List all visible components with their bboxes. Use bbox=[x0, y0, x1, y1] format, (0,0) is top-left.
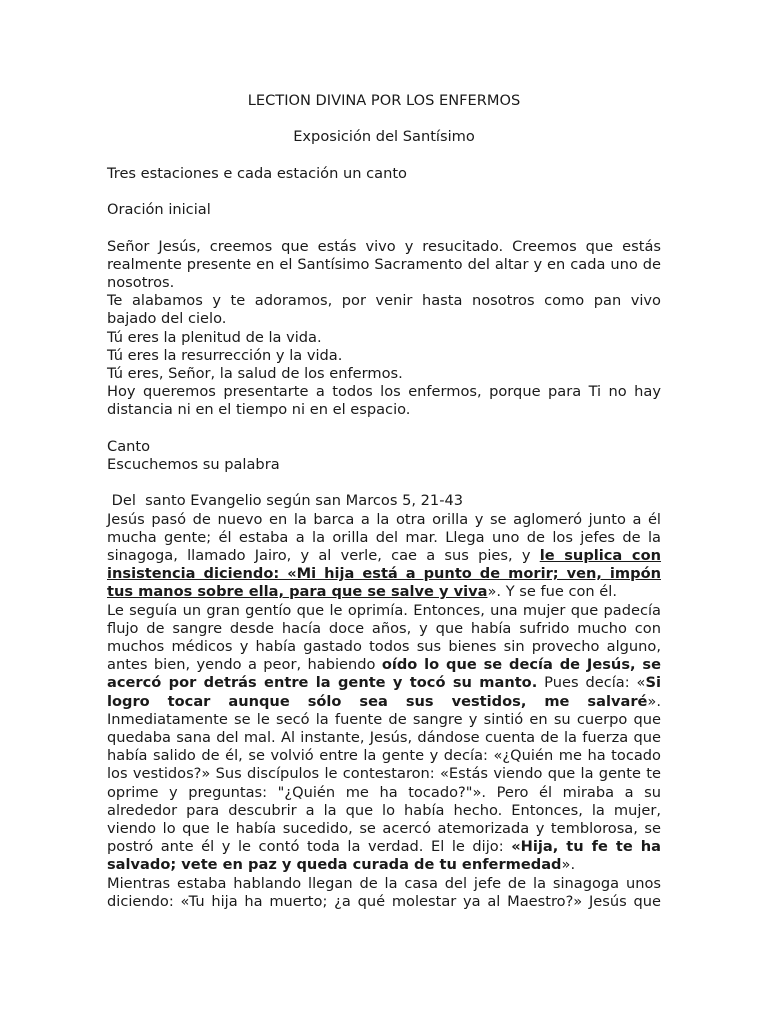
gospel-emphasis: Si logro tocar aunque sólo sea sus vestidos, me salvaré bbox=[107, 674, 662, 710]
gospel-text: Pues decía: « bbox=[537, 674, 646, 692]
gospel-text: Le seguía un gran gentío que le oprimía. Entonces, una mujer que padecía flujo de sangre desde hacía doce años, y que había sufrido mucho con muchos médicos y había gastado todos sus bienes sin provecho alguno, antes bien, yendo a peor, habiendo bbox=[107, 601, 661, 674]
prayer-line-3: Tú eres, Señor, la salud de los enfermos. bbox=[107, 364, 403, 382]
gospel-emphasis: le suplica con insistencia diciendo: «Mi hija está a punto de morir; ven, impón tus manos sobre ella, para que se salve y viva bbox=[107, 546, 662, 601]
prayer-paragraph-3: Hoy queremos presentarte a todos los enfermos, porque para Ti no hay distancia ni en el tiempo ni en el espacio. bbox=[107, 383, 661, 419]
intro-line: Tres estaciones e cada estación un canto bbox=[107, 164, 407, 182]
spacer bbox=[107, 474, 661, 492]
spacer bbox=[107, 110, 661, 128]
gospel-text: ». Inmediatamente se le secó la fuente de sangre y sintió en su cuerpo que quedaba sana del mal. Al instante, Jesús, dándose cuenta de la fuerza que había salido de él, se volvió entre la gente y decía: «¿Quién me ha tocado los vestidos?» Sus discípulos le contestaron: «Estás viendo que la gente te oprime y preguntas: "¿Quién me ha tocado?"». Pero él miraba a su alrededor para descubrir a la que lo había hecho. Entonces, la mujer, viendo lo que le había sucedido, se acercó atemorizada y temblorosa, se postró ante él y le contó toda la verdad. El le dijo: bbox=[107, 692, 661, 856]
prayer-line-1: Tú eres la plenitud de la vida. bbox=[107, 328, 322, 346]
gospel-paragraph-2 bbox=[107, 602, 661, 875]
canto-title: Escuchemos su palabra bbox=[107, 455, 280, 473]
canto-label: Canto bbox=[107, 437, 151, 455]
spacer bbox=[107, 183, 661, 201]
spacer bbox=[107, 420, 661, 438]
document-subtitle: Exposición del Santísimo bbox=[293, 128, 475, 146]
gospel-reference: Del santo Evangelio según san Marcos 5, 21-43 bbox=[107, 492, 464, 510]
document-title: LECTION DIVINA POR LOS ENFERMOS bbox=[247, 92, 521, 109]
gospel-text: Jesús pasó de nuevo en la barca a la otra orilla y se aglomeró junto a él mucha gente; él estaba a la orilla del mar. Llega uno de los jefes de la sinagoga, llamado Jairo, y al verle, cae a sus pies, y bbox=[107, 510, 661, 564]
spacer bbox=[107, 219, 661, 237]
prayer-paragraph-2: Te alabamos y te adoramos, por venir hasta nosotros como pan vivo bajado del cielo. bbox=[107, 292, 661, 328]
gospel-text: ». bbox=[561, 856, 576, 874]
prayer-heading: Oración inicial bbox=[107, 201, 211, 219]
spacer bbox=[107, 147, 661, 165]
document-page bbox=[107, 92, 661, 911]
gospel-emphasis: «Hija, tu fe te ha salvado; vete en paz y queda curada de tu enfermedad bbox=[107, 838, 661, 874]
prayer-paragraph-1: Señor Jesús, creemos que estás vivo y resucitado. Creemos que estás realmente presente en el Santísimo Sacramento del altar y en cada uno de nosotros. bbox=[107, 237, 661, 291]
gospel-paragraph-1 bbox=[107, 511, 661, 602]
gospel-emphasis: oído lo que se decía de Jesús, se acercó por detrás entre la gente y tocó su manto. bbox=[107, 656, 661, 692]
gospel-paragraph-3: Mientras estaba hablando llegan de la casa del jefe de la sinagoga unos diciendo: «Tu hija ha muerto; ¿a qué molestar ya al Maestro?» Jesús que bbox=[107, 874, 661, 910]
gospel-text: ». Y se fue con él. bbox=[487, 583, 617, 601]
prayer-line-2: Tú eres la resurrección y la vida. bbox=[107, 346, 343, 364]
